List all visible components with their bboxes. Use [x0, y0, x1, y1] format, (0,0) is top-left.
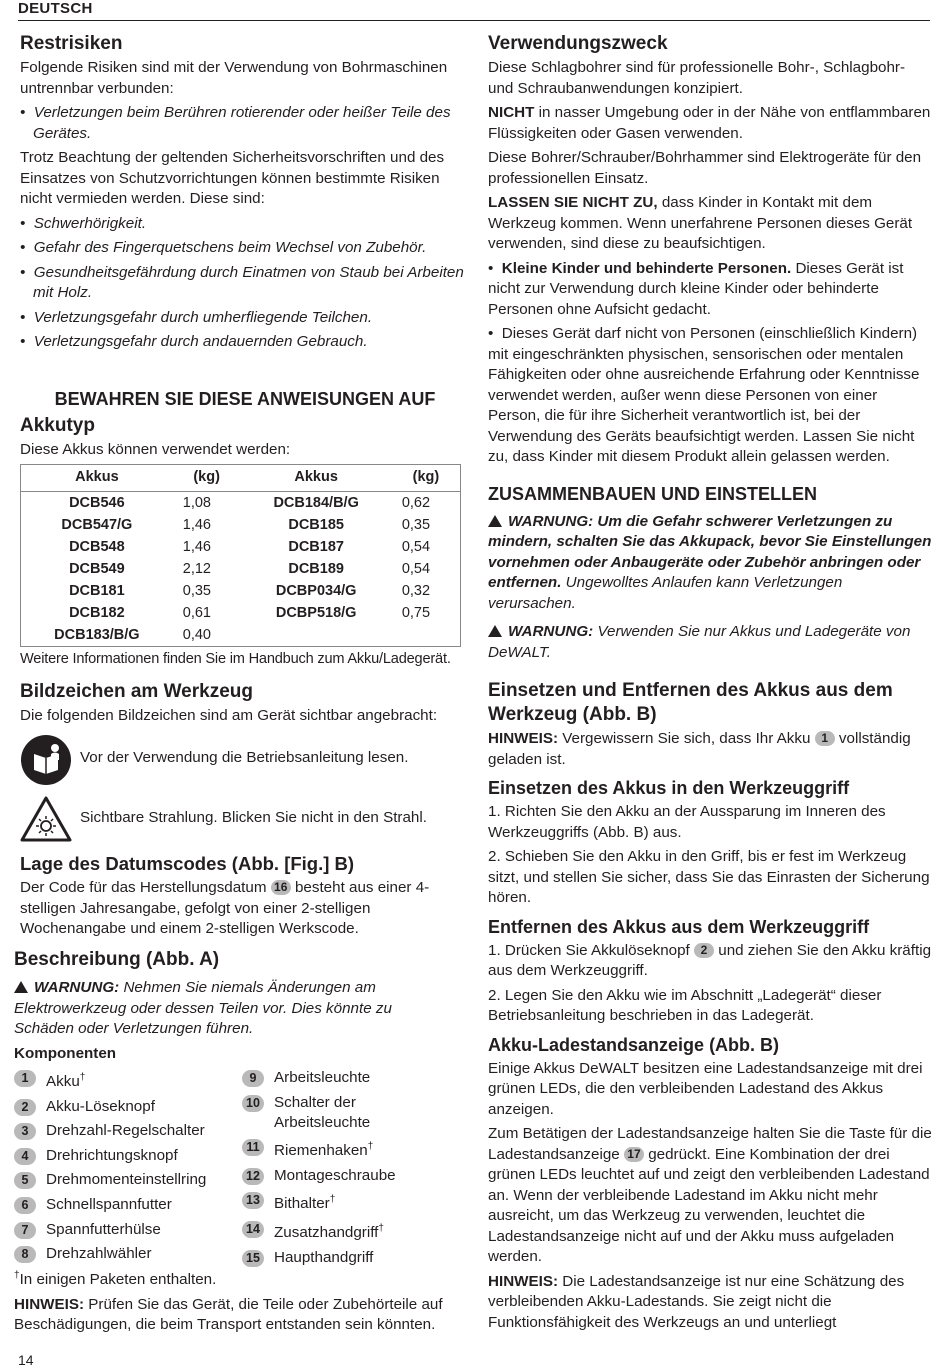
beschreibung-warning: WARNUNG: Nehmen Sie niemals Änderungen am Elektrowerkzeug oder dessen Teilen vor. Dies könnte zu Schäden oder Verletzungen führen. [14, 979, 392, 1037]
component-label: Schnellspannfutter [46, 1196, 172, 1214]
radiation-warning-icon [20, 794, 72, 846]
component-number: 4 [14, 1148, 36, 1165]
verwendung-bullet: • Dieses Gerät darf nicht von Personen (einschließlich Kindern) mit eingeschränkten physischen, sensorischen oder mentalen Fähigkeiten oder ohne ausreichende Erfahrung oder Kenntnisse verwendet werden, außer wenn diese Personen von einer Person, die für ihre Sicherheit verantwortlich ist, bei der Verwendung des Geräts beaufsichtigt werden. Lassen Sie nicht zu, dass Kinder mit diesem Produkt allein gelassen werden. [488, 325, 920, 465]
risk-item: • Schwerhörigkeit. [20, 214, 147, 232]
component-item [242, 1219, 442, 1243]
ladestand-title: Akku-Ladestandsanzeige (Abb. B) [488, 1034, 780, 1055]
beschreibung-section [14, 948, 444, 1340]
battery-weight: 1,46 [182, 539, 211, 555]
footnote: †In einigen Paketen enthalten. [14, 1270, 217, 1289]
battery-weight: 0,54 [401, 539, 431, 555]
datumscode-text: Der Code für das Herstellungsdatum 16 besteht aus einer 4-stelligen Jahresangabe, gefolgt von einer 2-stelligen Wochenangabe und einem 2-stelligen Werkscode. [20, 879, 430, 937]
battery-model: DCB189 [288, 561, 344, 577]
component-item [242, 1190, 442, 1214]
akkutyp-intro: Diese Akkus können verwendet werden: [20, 440, 291, 458]
component-item [242, 1248, 442, 1268]
table-header: Akkus [75, 469, 119, 485]
table-header: Akkus [294, 469, 338, 485]
battery-weight: 0,35 [401, 517, 431, 533]
battery-model: DCB181 [69, 583, 125, 599]
component-label: Schalter der Arbeitsleuchte [274, 1093, 371, 1131]
entfernen-step: 2. Legen Sie den Akku wie im Abschnitt „Ladegerät“ dieser Betriebsanleitung beschrieben in das Ladegerät. [488, 986, 882, 1024]
table-row [21, 602, 461, 624]
component-item [242, 1166, 442, 1186]
table-row [21, 558, 461, 580]
battery-table [20, 464, 461, 647]
language-header: DEUTSCH [18, 0, 93, 17]
bildzeichen-intro: Die folgenden Bildzeichen sind am Gerät sichtbar angebracht: [20, 706, 438, 724]
battery-model: DCB185 [288, 517, 344, 533]
battery-model: DCB183/B/G [54, 627, 140, 643]
component-item [14, 1146, 242, 1166]
battery-model [240, 624, 391, 647]
page-number: 14 [18, 1352, 34, 1368]
component-label: Zusatzhandgriff† [274, 1223, 384, 1242]
component-label: Riemenhaken† [274, 1141, 374, 1160]
symbol-manual-text: Vor der Verwendung die Betriebsanleitung lesen. [80, 748, 409, 766]
zusammenbauen-warning: WARNUNG: Um die Gefahr schwerer Verletzungen zu mindern, schalten Sie das Akkupack, bevor Sie Einstellungen vornehmen oder Anbaugeräte oder Zubehör anbringen oder entfernen. Ungewolltes Anlaufen kann Verletzungen verursachen. [488, 512, 932, 612]
left-column [20, 32, 470, 944]
component-number: 9 [242, 1070, 264, 1087]
component-item [14, 1170, 242, 1190]
verwendung-p3: Diese Bohrer/Schrauber/Bohrhammer sind Elektrogeräte für den professionellen Einsatz. [488, 149, 922, 187]
risk-item: • Gefahr des Fingerquetschens beim Wechsel von Zubehör. [20, 239, 427, 256]
entfernen-step: 1. Drücken Sie Akkulöseknopf 2 und ziehen Sie den Akku kräftig aus dem Werkzeuggriff. [488, 941, 932, 979]
battery-model: DCB546 [69, 495, 125, 511]
callout-number: 2 [694, 943, 714, 958]
table-header: (kg) [412, 469, 440, 485]
table-row [21, 580, 461, 602]
battery-weight: 1,46 [182, 517, 211, 533]
einsetzen-entfernen-hinweis: HINWEIS: Vergewissern Sie sich, dass Ihr Akku 1 vollständig geladen ist. [488, 730, 911, 768]
verwendung-bullet: • Kleine Kinder und behinderte Personen. Dieses Gerät ist nicht zur Verwendung durch kleine Kinder oder behinderte Personen ohne Aufsicht gedacht. [488, 259, 904, 318]
battery-model: DCBP034/G [275, 583, 357, 599]
battery-weight: 0,32 [401, 583, 431, 599]
symbol-manual [20, 734, 470, 786]
component-label: Arbeitsleuchte [274, 1069, 371, 1086]
component-number: 14 [242, 1221, 264, 1238]
table-header: (kg) [193, 469, 220, 485]
component-label: Spannfutterhülse [46, 1220, 161, 1238]
warning-icon [488, 625, 502, 637]
battery-model: DCB184/B/G [273, 495, 359, 511]
battery-weight: 1,08 [182, 495, 211, 511]
battery-model: DCBP518/G [275, 605, 357, 621]
ladestand-hinweis: HINWEIS: Die Ladestandsanzeige ist nur eine Schätzung des verbleibenden Akku-Ladestands. Sie zeigt nicht die Funktionsfähigkeit des Werkzeugs an und unterliegt [488, 1272, 905, 1331]
risk-item: • Verletzungsgefahr durch andauernden Gebrauch. [20, 333, 368, 350]
battery-model: DCB548 [69, 539, 125, 555]
component-item [14, 1068, 242, 1092]
header-divider [18, 20, 930, 21]
save-instructions: BEWAHREN SIE DIESE ANWEISUNGEN AUF [54, 388, 436, 409]
restrisiken-title: Restrisiken [20, 33, 123, 54]
component-number: 5 [14, 1172, 36, 1189]
battery-model: DCB187 [288, 539, 344, 555]
battery-weight: 0,62 [401, 495, 431, 511]
battery-weight: 0,54 [401, 561, 431, 577]
table-row [21, 492, 461, 515]
battery-weight: 0,35 [182, 583, 211, 599]
risk-item: • Gesundheitsgefährdung durch Einatmen von Staub bei Arbeiten mit Holz. [20, 263, 464, 301]
component-item [14, 1097, 242, 1117]
read-manual-icon [20, 734, 72, 786]
component-number: 3 [14, 1123, 36, 1140]
component-item [14, 1220, 242, 1240]
component-item [14, 1195, 242, 1215]
component-item [242, 1068, 442, 1088]
beschreibung-title: Beschreibung (Abb. A) [14, 949, 220, 970]
komponenten-label: Komponenten [14, 1044, 117, 1062]
component-number: 6 [14, 1197, 36, 1214]
ladestand-p2: Zum Betätigen der Ladestandsanzeige halten Sie die Taste für die Ladestandsanzeige 17 gedrückt. Eine Kombination der drei grünen LEDs leuchtet auf und zeigt den verbleibenden Ladestand an. Wenn der verbleibende Ladestand im Akku nicht mehr ausreicht, um das Werkzeug zu verwenden, leuchtet die Ladestandsanzeige nicht auf und der Akku muss aufgeladen werden. [488, 1125, 932, 1265]
battery-model: DCB547/G [61, 517, 133, 533]
battery-weight: 0,40 [182, 627, 211, 643]
table-row [21, 624, 461, 647]
zusammenbauen-title: ZUSAMMENBAUEN UND EINSTELLEN [488, 483, 818, 504]
callout-number: 17 [624, 1147, 644, 1162]
warning-icon [14, 981, 28, 993]
battery-weight: 0,75 [401, 605, 431, 621]
callout-number: 16 [271, 880, 291, 895]
battery-model: DCB182 [69, 605, 125, 621]
component-number: 13 [242, 1192, 264, 1209]
einsetzen-entfernen-title: Einsetzen und Entfernen des Akkus aus dem Werkzeug (Abb. B) [488, 680, 893, 725]
component-number: 10 [242, 1095, 264, 1112]
components-list [14, 1068, 444, 1272]
component-number: 11 [242, 1139, 264, 1156]
battery-weight [392, 624, 461, 647]
zusammenbauen-warning-2: WARNUNG: Verwenden Sie nur Akkus und Ladegeräte von DeWALT. [488, 623, 911, 661]
component-label: Akku-Löseknopf [46, 1097, 155, 1115]
verwendung-p1: Diese Schlagbohrer sind für professionelle Bohr-, Schlagbohr- und Schraubanwendungen konzipiert. [488, 59, 906, 97]
warning-icon [488, 515, 502, 527]
component-number: 12 [242, 1168, 264, 1185]
component-label: Drehzahlwähler [46, 1245, 152, 1263]
restrisiken-bullet: • Verletzungen beim Berühren rotierender oder heißer Teile des Gerätes. [20, 104, 451, 142]
entfernen-title: Entfernen des Akkus aus dem Werkzeuggriff [488, 916, 870, 937]
ladestand-p1: Einige Akkus DeWALT besitzen eine Ladestandsanzeige mit drei grünen LEDs, die den verbleibenden Ladestand des Akkus anzeigen. [488, 1059, 923, 1118]
beschreibung-hinweis: HINWEIS: Prüfen Sie das Gerät, die Teile oder Zubehörteile auf Beschädigungen, die beim Transport entstanden sein könnten. [14, 1295, 443, 1334]
einsetzen-step: 1. Richten Sie den Akku an der Aussparung im Inneren des Werkzeuggriffs (Abb. B) aus. [488, 803, 886, 841]
battery-model: DCB549 [69, 561, 125, 577]
component-item [14, 1121, 242, 1141]
component-label: Drehmomenteinstellring [46, 1171, 207, 1189]
einsetzen-step: 2. Schieben Sie den Akku in den Griff, bis er fest im Werkzeug sitzt, und stellen Sie sicher, dass Sie das Einrasten der Sicherung hören. [488, 848, 930, 906]
component-number: 2 [14, 1099, 36, 1116]
component-label: Bithalter† [274, 1194, 336, 1213]
right-column [488, 32, 933, 1337]
akkutyp-title: Akkutyp [20, 414, 95, 436]
restrisiken-intro: Folgende Risiken sind mit der Verwendung von Bohrmaschinen untrennbar verbunden: [20, 59, 448, 97]
component-number: 1 [14, 1070, 36, 1087]
table-row [21, 536, 461, 558]
risk-item: • Verletzungsgefahr durch umherfliegende Teilchen. [20, 308, 373, 326]
verwendung-p4: LASSEN SIE NICHT ZU, dass Kinder in Kontakt mit dem Werkzeug kommen. Wenn unerfahrene Personen dieses Gerät verwenden, sind diese zu beaufsichtigen. [488, 194, 913, 252]
symbol-radiation-text: Sichtbare Strahlung. Blicken Sie nicht in den Strahl. [80, 808, 427, 826]
bildzeichen-title: Bildzeichen am Werkzeug [20, 680, 253, 702]
callout-number: 1 [815, 731, 835, 746]
component-label: Drehrichtungsknopf [46, 1146, 178, 1164]
table-row [21, 514, 461, 536]
einsetzen-title: Einsetzen des Akkus in den Werkzeuggriff [488, 778, 850, 798]
battery-weight: 0,61 [182, 605, 211, 621]
component-item [14, 1244, 242, 1264]
verwendung-p2: NICHT in nasser Umgebung oder in der Nähe von entflammbaren Flüssigkeiten oder Gasen verwenden. [488, 104, 931, 142]
component-number: 7 [14, 1222, 36, 1239]
component-item [242, 1093, 442, 1133]
symbol-radiation [20, 794, 470, 846]
component-label: Drehzahl-Regelschalter [46, 1122, 205, 1140]
component-number: 8 [14, 1246, 36, 1263]
restrisiken-para: Trotz Beachtung der geltenden Sicherheitsvorschriften und des Einsatzes von Schutzvorrichtungen können bestimmte Risiken nicht vermieden werden. Diese sind: [20, 149, 445, 207]
component-label: Akku† [46, 1072, 86, 1091]
component-label: Haupthandgriff [274, 1248, 374, 1266]
verwendung-title: Verwendungszweck [488, 33, 668, 54]
component-label: Montageschraube [274, 1166, 396, 1184]
datumscode-title: Lage des Datumscodes (Abb. [Fig.] B) [20, 853, 355, 874]
component-number: 15 [242, 1250, 264, 1267]
battery-weight: 2,12 [182, 561, 211, 577]
akkutyp-note: Weitere Informationen finden Sie im Handbuch zum Akku/Ladegerät. [20, 651, 451, 667]
component-item [242, 1137, 442, 1161]
